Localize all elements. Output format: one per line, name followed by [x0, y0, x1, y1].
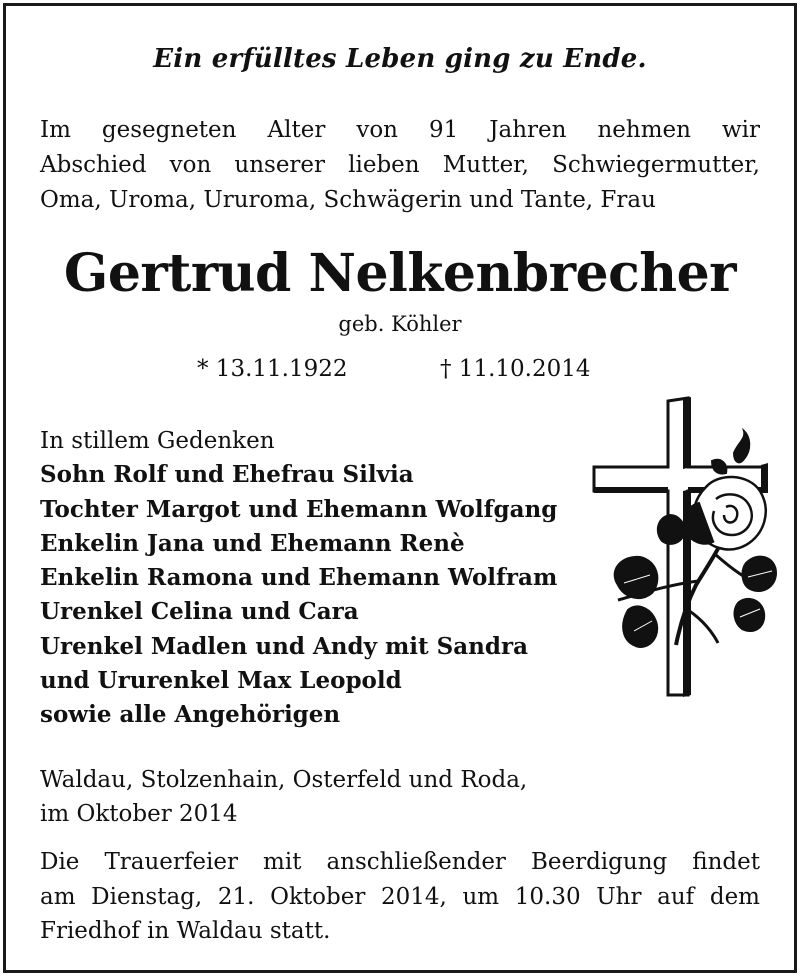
mourner-line: Tochter Margot und Ehemann Wolfgang [40, 495, 558, 523]
birth-date: * 13.11.1922 [197, 356, 348, 382]
mourner-line: Urenkel Celina und Cara [40, 598, 359, 626]
headline: Ein erfülltes Leben ging zu Ende. [153, 44, 647, 74]
cross-with-rose-icon [588, 395, 778, 705]
funeral-line: Die Trauerfeier mit anschließender Beerdigung findet [40, 849, 760, 875]
intro-paragraph [40, 113, 760, 218]
mourner-line: Enkelin Ramona und Ehemann Wolfram [40, 564, 558, 592]
intro-line: Im gesegneten Alter von 91 Jahren nehmen wir [40, 117, 760, 143]
mourner-line: Sohn Rolf und Ehefrau Silvia [40, 461, 414, 489]
place-line: im Oktober 2014 [40, 801, 238, 827]
deceased-name: Gertrud Nelkenbrecher [63, 243, 737, 304]
intro-line: Abschied von unserer lieben Mutter, Schwiegermutter, [40, 152, 760, 178]
birth-name: geb. Köhler [338, 312, 462, 336]
place-line: Waldau, Stolzenhain, Osterfeld und Roda, [40, 767, 528, 793]
funeral-info [40, 845, 760, 949]
place-and-date [40, 763, 527, 831]
mourner-line: Enkelin Jana und Ehemann Renè [40, 529, 465, 557]
funeral-line: Friedhof in Waldau statt. [40, 918, 331, 944]
mourners-intro: In stillem Gedenken [40, 428, 275, 454]
funeral-line: am Dienstag, 21. Oktober 2014, um 10.30 Uhr auf dem [40, 883, 760, 910]
death-date: † 11.10.2014 [440, 356, 591, 382]
mourners-list [40, 424, 557, 733]
intro-line: Oma, Uroma, Ururoma, Schwägerin und Tante, Frau [40, 187, 656, 213]
mourner-line: Urenkel Madlen und Andy mit Sandra [40, 632, 528, 660]
mourner-line: und Ururenkel Max Leopold [40, 667, 402, 695]
mourner-line: sowie alle Angehörigen [40, 701, 341, 729]
